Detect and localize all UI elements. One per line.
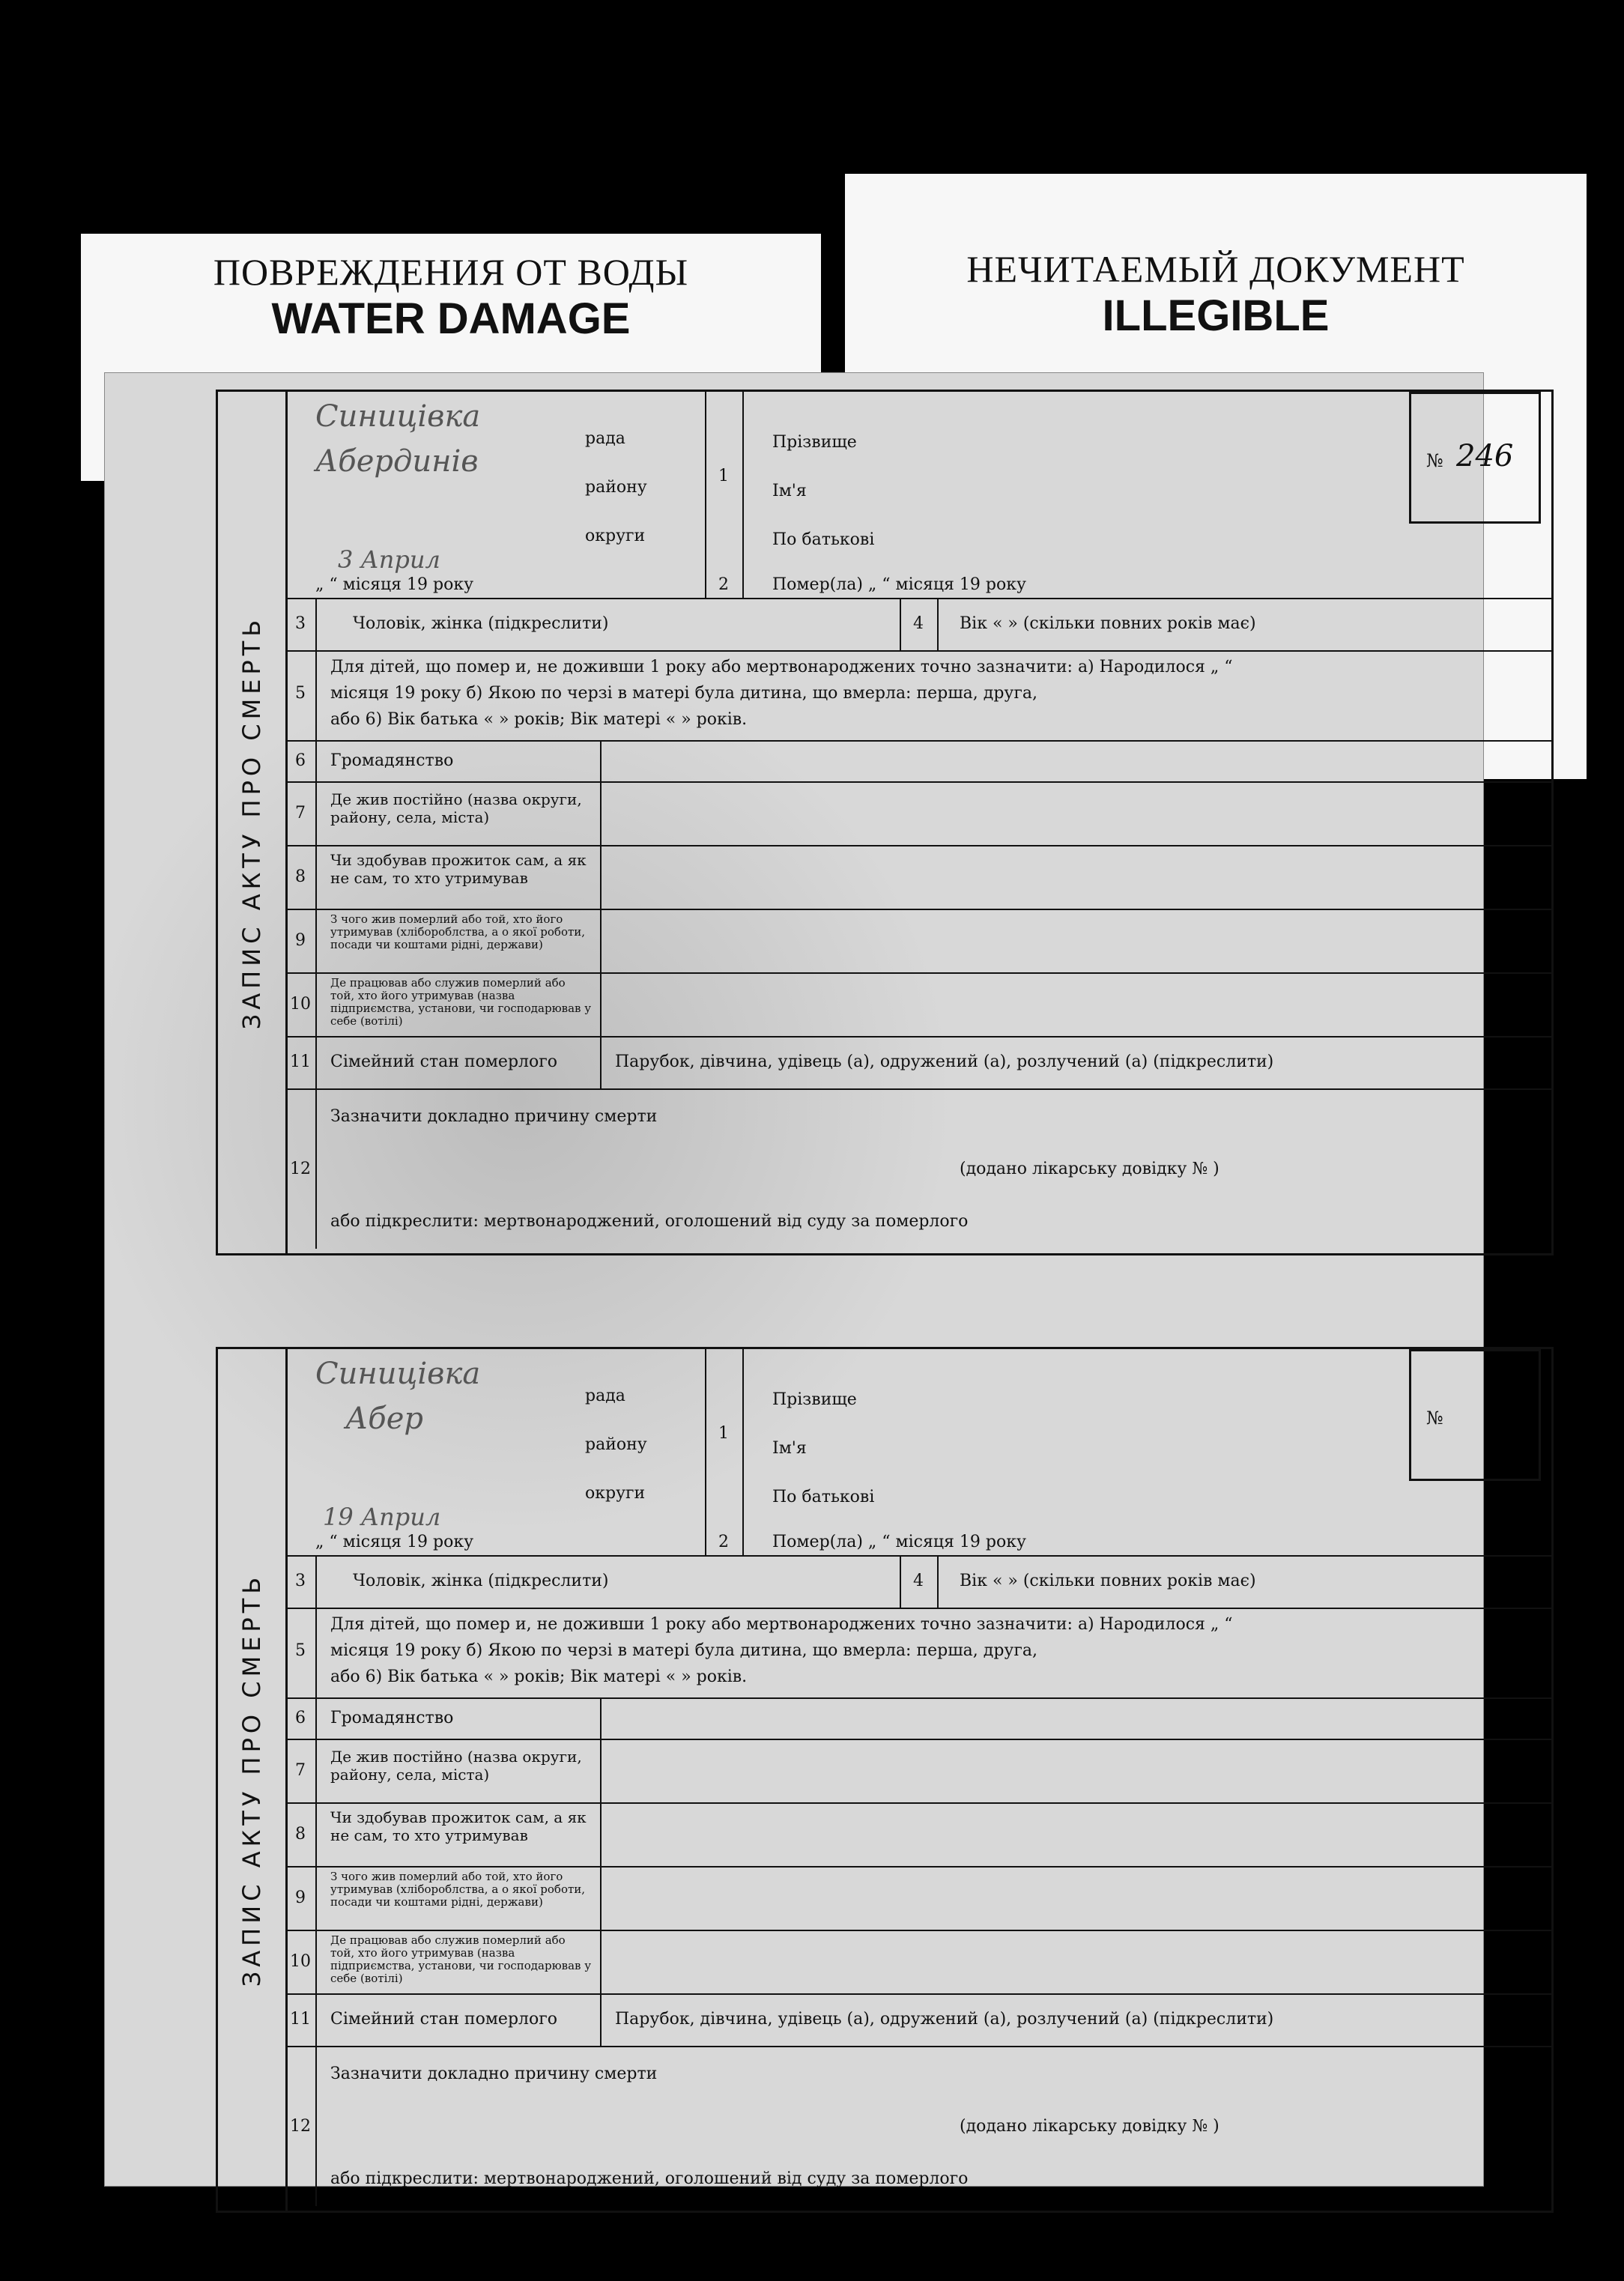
num-1: 1 xyxy=(718,1424,729,1443)
children-line-2: місяця 19 року б) Якою по черзі в матері була дитина, що вмерла: перша, друга, xyxy=(330,1641,1037,1660)
marital-options: Парубок, дівчина, удівець (а), одружений (а), розлучений (а) (підкреслити) xyxy=(615,2010,1274,2029)
livelihood-label: Чи здобував прожиток сам, а як не сам, то хто утримував xyxy=(330,1808,587,1844)
side-title: ЗАПИС АКТУ ПРО СМЕРТЬ xyxy=(218,1349,288,2211)
name-label: Ім'я xyxy=(772,1439,807,1458)
age-label: Вік « » (скільки повних років має) xyxy=(960,1572,1256,1590)
income-label: З чого жив померлий або той, хто його утримував (хлібороблства, а о якої роботи, посади чи коштами рідні, держави) xyxy=(330,1870,586,1909)
water-damage-en: WATER DAMAGE xyxy=(271,294,631,343)
water-damage-ru: ПОВРЕЖДЕНИЯ ОТ ВОДЫ xyxy=(213,251,689,293)
num-2: 2 xyxy=(718,575,729,594)
cause-label: Зазначити докладно причину смерти xyxy=(330,1107,658,1126)
date-left-label: „ “ місяця 19 року xyxy=(315,1533,474,1551)
num-2: 2 xyxy=(718,1533,729,1551)
row-3-4: 3 Чоловік, жінка (підкреслити) 4 Вік « » (скільки повних років має) xyxy=(285,598,1551,652)
record-number-box: № 246 xyxy=(1409,392,1541,524)
header-row xyxy=(285,392,1551,599)
num-1: 1 xyxy=(718,467,729,485)
children-line-1: Для дітей, що помер и, не доживши 1 року або мертвонароджених точно зазначити: а) Народилося „ “ xyxy=(330,658,1233,676)
hand-date: 3 Април xyxy=(338,545,440,574)
row-9: 9 З чого жив померлий або той, хто його утримував (хлібороблства, а о якої роботи, посади чи коштами рідні, держави) xyxy=(285,909,1551,974)
children-line-2: місяця 19 року б) Якою по черзі в матері була дитина, що вмерла: перша, друга, xyxy=(330,684,1037,703)
certificate-label: (додано лікарську довідку № ) xyxy=(960,2117,1219,2136)
income-label: З чого жив померлий або той, хто його утримував (хлібороблства, а о якої роботи, посади чи коштами рідні, держави) xyxy=(330,912,586,951)
okruha-label: округи xyxy=(585,1484,646,1503)
name-label: Ім'я xyxy=(772,482,807,500)
patronymic-label: По батькові xyxy=(772,1488,875,1506)
residence-label: Де жив постійно (назва округи, району, села, міста) xyxy=(330,1748,582,1784)
hand-district: Абер xyxy=(345,1402,423,1436)
livelihood-label: Чи здобував прожиток сам, а як не сам, то хто утримував xyxy=(330,851,587,887)
marital-label: Сімейний стан померлого xyxy=(330,1052,558,1071)
children-line-3: або 6) Вік батька « » років; Вік матері « » років. xyxy=(330,710,748,729)
age-label: Вік « » (скільки повних років має) xyxy=(960,614,1256,633)
row-6: 6 Громадянство xyxy=(285,740,1551,783)
hand-village: Синицівка xyxy=(315,1357,481,1391)
hand-date: 19 Април xyxy=(323,1503,441,1531)
death-record-2 xyxy=(216,1347,1554,2213)
work-label: Де працював або служив померлий або той, хто його утримував (назва підприємства, установи, чи господарював у себе (вотілі) xyxy=(330,1933,592,1985)
illegible-ru: НЕЧИТАЕМЫЙ ДОКУМЕНТ xyxy=(966,248,1465,290)
stillborn-label: або підкреслити: мертвонароджений, оголошений від суду за померлого xyxy=(330,2169,969,2188)
stillborn-label: або підкреслити: мертвонароджений, оголошений від суду за померлого xyxy=(330,1212,969,1231)
row-5: 5 Для дітей, що помер и, не доживши 1 року або мертвонароджених точно зазначити: а) Народилося „ “ місяця 19 року б) Якою по черзі в матері була дитина, що вмерла: перша, друга, або 6) Вік батька « » років; Вік матері « » років. xyxy=(285,1608,1551,1699)
death-record-sheet xyxy=(105,373,1514,2188)
raion-label: району xyxy=(585,1435,647,1454)
citizenship-label: Громадянство xyxy=(330,751,454,770)
row-12: 12 Зазначити докладно причину смерти (додано лікарську довідку № ) або підкреслити: мертвонароджений, оголошений від суду за померлого xyxy=(285,2046,1551,2206)
work-label: Де працював або служив померлий або той, хто його утримував (назва підприємства, установи, чи господарював у себе (вотілі) xyxy=(330,976,592,1028)
sex-label: Чоловік, жінка (підкреслити) xyxy=(353,1572,609,1590)
children-line-3: або 6) Вік батька « » років; Вік матері « » років. xyxy=(330,1667,748,1686)
patronymic-label: По батькові xyxy=(772,530,875,549)
row-3-4: 3 Чоловік, жінка (підкреслити) 4 Вік « » (скільки повних років має) xyxy=(285,1555,1551,1609)
row-5: 5 Для дітей, що помер и, не доживши 1 року або мертвонароджених точно зазначити: а) Народилося „ “ місяця 19 року б) Якою по черзі в матері була дитина, що вмерла: перша, друга, або 6) Вік батька « » років; Вік матері « » років. xyxy=(285,650,1551,742)
illegible-en: ILLEGIBLE xyxy=(1102,291,1330,340)
death-record-1 xyxy=(216,390,1554,1255)
row-8: 8 Чи здобував прожиток сам, а як не сам, то хто утримував xyxy=(285,1802,1551,1867)
row-12: 12 Зазначити докладно причину смерти (додано лікарську довідку № ) або підкреслити: мертвонароджений, оголошений від суду за померлого xyxy=(285,1088,1551,1249)
row-9: 9 З чого жив померлий або той, хто його утримував (хлібороблства, а о якої роботи, посади чи коштами рідні, держави) xyxy=(285,1866,1551,1931)
row-10: 10 Де працював або служив померлий або той, хто його утримував (назва підприємства, установи, чи господарював у себе (вотілі) xyxy=(285,1930,1551,1995)
side-title: ЗАПИС АКТУ ПРО СМЕРТЬ xyxy=(218,392,288,1253)
row-6: 6 Громадянство xyxy=(285,1697,1551,1740)
citizenship-label: Громадянство xyxy=(330,1709,454,1727)
row-8: 8 Чи здобував прожиток сам, а як не сам, то хто утримував xyxy=(285,845,1551,910)
hand-district: Абердинів xyxy=(315,444,479,479)
row-11: 11 Сімейний стан померлого Парубок, дівчина, удівець (а), одружений (а), розлучений (а) (підкреслити) xyxy=(285,1036,1551,1090)
cause-label: Зазначити докладно причину смерти xyxy=(330,2065,658,2083)
date-left-label: „ “ місяця 19 року xyxy=(315,575,474,594)
marital-options: Парубок, дівчина, удівець (а), одружений (а), розлучений (а) (підкреслити) xyxy=(615,1052,1274,1071)
rada-label: рада xyxy=(585,429,625,448)
row-10: 10 Де працював або служив померлий або той, хто його утримував (назва підприємства, установи, чи господарював у себе (вотілі) xyxy=(285,972,1551,1037)
surname-label: Прізвище xyxy=(772,1390,857,1409)
died-label: Помер(ла) „ “ місяця 19 року xyxy=(772,1533,1026,1551)
row-11: 11 Сімейний стан померлого Парубок, дівчина, удівець (а), одружений (а), розлучений (а) (підкреслити) xyxy=(285,1993,1551,2047)
rada-label: рада xyxy=(585,1387,625,1405)
marital-label: Сімейний стан померлого xyxy=(330,2010,558,2029)
died-label: Помер(ла) „ “ місяця 19 року xyxy=(772,575,1026,594)
record-number: 246 xyxy=(1456,439,1514,473)
header-row xyxy=(285,1349,1551,1557)
sex-label: Чоловік, жінка (підкреслити) xyxy=(353,614,609,633)
row-7: 7 Де жив постійно (назва округи, району, села, міста) xyxy=(285,1739,1551,1804)
record-number-box: № xyxy=(1409,1349,1541,1481)
surname-label: Прізвище xyxy=(772,433,857,452)
children-line-1: Для дітей, що помер и, не доживши 1 року або мертвонароджених точно зазначити: а) Народилося „ “ xyxy=(330,1615,1233,1634)
residence-label: Де жив постійно (назва округи, району, села, міста) xyxy=(330,790,582,826)
row-7: 7 Де жив постійно (назва округи, району, села, міста) xyxy=(285,781,1551,846)
raion-label: району xyxy=(585,478,647,497)
okruha-label: округи xyxy=(585,527,646,545)
certificate-label: (додано лікарську довідку № ) xyxy=(960,1160,1219,1178)
hand-village: Синицівка xyxy=(315,399,481,434)
